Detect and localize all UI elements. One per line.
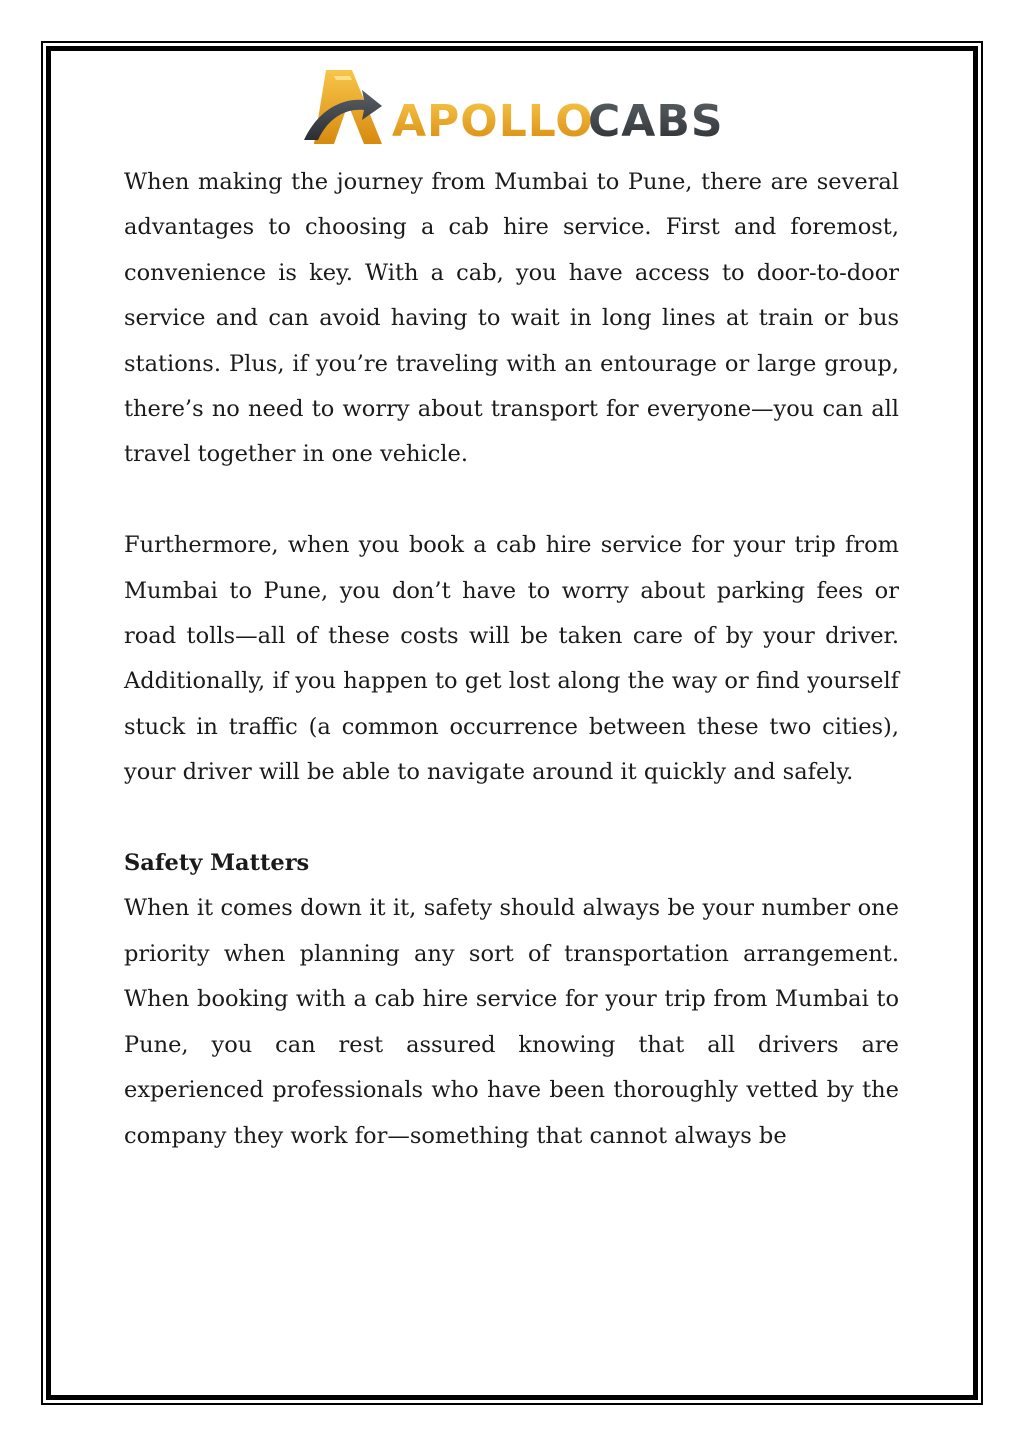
- section-heading-safety: Safety Matters: [124, 850, 310, 877]
- apollo-cabs-logo: [304, 66, 724, 150]
- document-body: [124, 160, 899, 1159]
- logo-a-mark-icon: [304, 70, 382, 144]
- paragraph-costs: Furthermore, when you book a cab hire service for your trip from Mumbai to Pune, you don’t have to worry about parking fees or road tolls—all of these costs will be taken care of by your driver. Additionally, if you happen to get lost along the way or find yourself stuck in traffic (a common occurrence between these two cities), your driver will be able to navigate around it quickly and safely.: [124, 532, 899, 786]
- paragraph-spacer: [124, 796, 899, 841]
- svg-text:CABS: CABS: [588, 96, 724, 147]
- svg-text:APOLLO: APOLLO: [392, 96, 594, 147]
- paragraph-safety: When it comes down it it, safety should always be your number one priority when planning any sort of transportation arrangement. When booking with a cab hire service for your trip from Mumbai to Pune, you can rest assured knowing that all drivers are experienced professionals who have been thoroughly vetted by the company they work for—something that cannot always be: [124, 895, 899, 1149]
- paragraph-convenience: When making the journey from Mumbai to Pune, there are several advantages to choosing a cab hire service. First and foremost, convenience is key. With a cab, you have access to door-to-door service and can avoid having to wait in long lines at train or bus stations. Plus, if you’re traveling with an entourage or large group, there’s no need to worry about transport for everyone—you can all travel together in one vehicle.: [124, 169, 899, 468]
- paragraph-spacer: [124, 478, 899, 523]
